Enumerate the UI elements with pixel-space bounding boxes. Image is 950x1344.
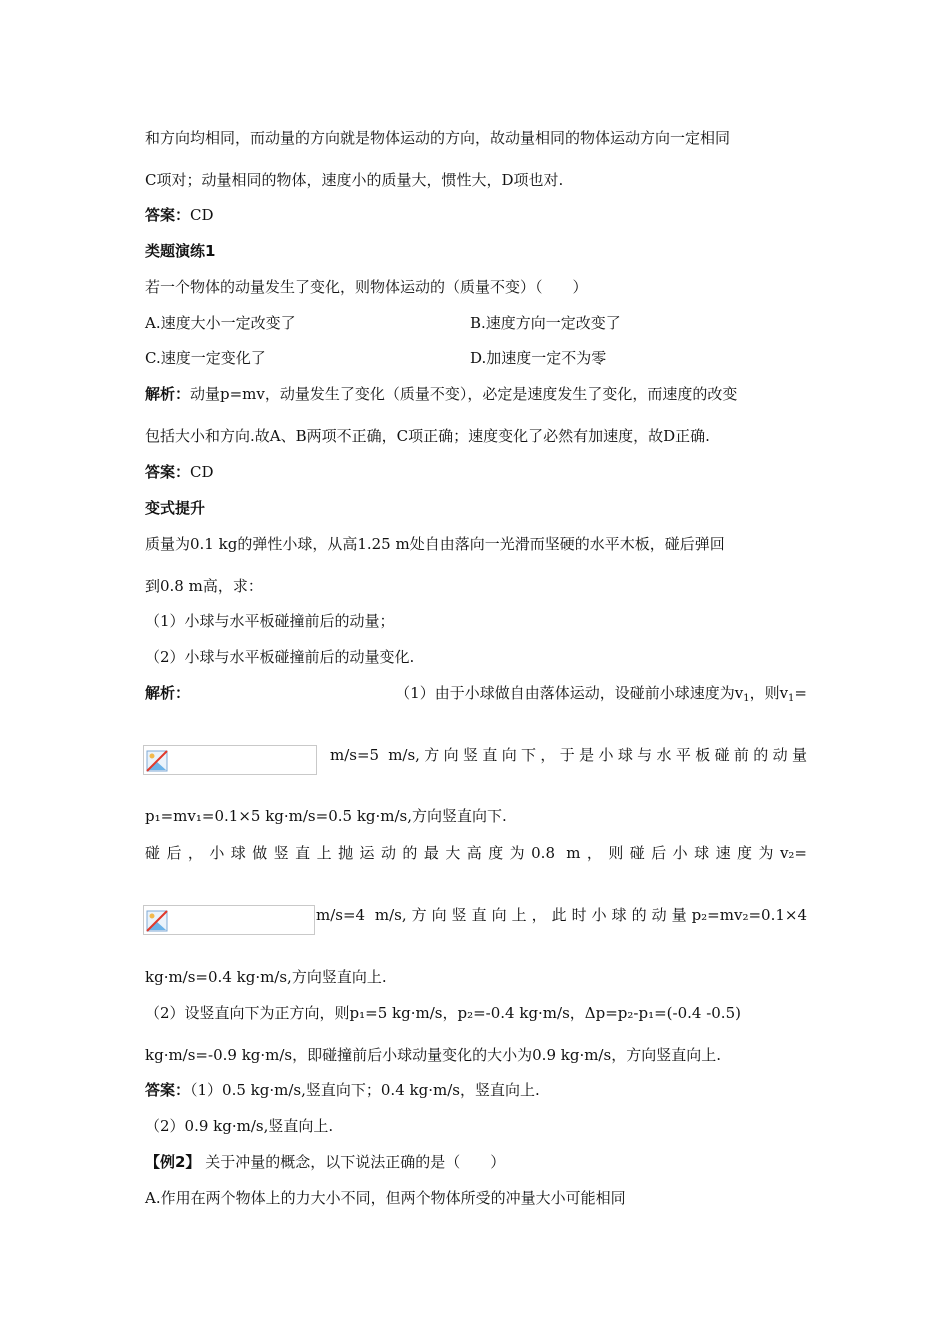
question-text: 质量为0.1 kg的弹性小球，从高1.25 m处自由落向一光滑而坚硬的水平木板，碰后弹回 bbox=[145, 535, 725, 553]
text-line: 包括大小和方向.故A、B两项不正确，C项正确；速度变化了必然有加速度，故D正确. bbox=[145, 427, 710, 445]
answer-value: CD bbox=[190, 463, 214, 481]
analysis-text: （1）由于小球做自由落体运动，设碰前小球速度为$v_1$，则$v_1=$ bbox=[395, 684, 807, 704]
answer-label: 答案： bbox=[145, 206, 191, 224]
text-line: m/s=5 m/s,方向竖直向下，于是小球与水平板碰前的动量 bbox=[330, 746, 807, 764]
option-d: D.加速度一定不为零 bbox=[470, 349, 607, 367]
answer-line bbox=[145, 462, 214, 482]
option-b: B.速度方向一定改变了 bbox=[470, 314, 621, 332]
analysis-text: 动量p=mv，动量发生了变化（质量不变），必定是速度发生了变化，而速度的改变 bbox=[190, 385, 738, 403]
example-label: 【例2】 bbox=[145, 1153, 201, 1171]
analysis-line bbox=[145, 683, 807, 709]
example-text: 关于冲量的概念，以下说法正确的是（ ） bbox=[205, 1153, 506, 1171]
text-line: （2）设竖直向下为正方向，则p₁=5 kg·m/s，p₂=-0.4 kg·m/s，Δp=p₂-p₁=(-0.4 -0.5) bbox=[145, 1004, 741, 1022]
question-part-2: （2）小球与水平板碰撞前后的动量变化. bbox=[145, 648, 415, 666]
section-heading: 变式提升 bbox=[145, 499, 206, 517]
text-line: 和方向均相同，而动量的方向就是物体运动的方向，故动量相同的物体运动方向一定相同 bbox=[145, 129, 731, 147]
answer-value: （2）0.9 kg·m/s,竖直向上. bbox=[145, 1117, 334, 1135]
text-line: C项对；动量相同的物体，速度小的质量大，惯性大，D项也对. bbox=[145, 171, 564, 189]
option-c: C.速度一定变化了 bbox=[145, 349, 266, 367]
formula-image bbox=[143, 905, 315, 935]
question-text: 若一个物体的动量发生了变化，则物体运动的（质量不变）（ ） bbox=[145, 278, 588, 296]
option-a: A.速度大小一定改变了 bbox=[145, 314, 296, 332]
answer-label: 答案： bbox=[145, 1081, 191, 1099]
section-heading: 类题演练1 bbox=[145, 242, 216, 260]
question-part-1: （1）小球与水平板碰撞前后的动量； bbox=[145, 612, 395, 630]
answer-value: CD bbox=[190, 206, 214, 224]
answer-line bbox=[145, 1080, 540, 1100]
answer-line bbox=[145, 205, 214, 225]
text-line: p₁=mv₁=0.1×5 kg·m/s=0.5 kg·m/s,方向竖直向下. bbox=[145, 807, 507, 825]
option-a: A.作用在两个物体上的力大小不同，但两个物体所受的冲量大小可能相同 bbox=[145, 1189, 626, 1207]
question-text: 到0.8 m高，求： bbox=[145, 577, 263, 595]
formula-image bbox=[143, 745, 317, 775]
text-line: 碰后，小球做竖直上抛运动的最大高度为0.8 m，则碰后小球速度为v₂= bbox=[145, 844, 807, 862]
analysis-label: 解析： bbox=[145, 684, 191, 702]
analysis-label: 解析： bbox=[145, 385, 191, 403]
broken-image-icon bbox=[146, 910, 168, 932]
text-line: m/s=4 m/s,方向竖直向上，此时小球的动量p₂=mv₂=0.1×4 bbox=[316, 906, 807, 924]
broken-image-icon bbox=[146, 750, 168, 772]
answer-value: （1）0.5 kg·m/s,竖直向下；0.4 kg·m/s，竖直向上. bbox=[190, 1081, 540, 1099]
text-line: kg·m/s=-0.9 kg·m/s，即碰撞前后小球动量变化的大小为0.9 kg·m/s，方向竖直向上. bbox=[145, 1046, 721, 1064]
answer-label: 答案： bbox=[145, 463, 191, 481]
analysis-line bbox=[145, 384, 737, 404]
text-line: kg·m/s=0.4 kg·m/s,方向竖直向上. bbox=[145, 968, 387, 986]
example-line bbox=[145, 1152, 505, 1172]
